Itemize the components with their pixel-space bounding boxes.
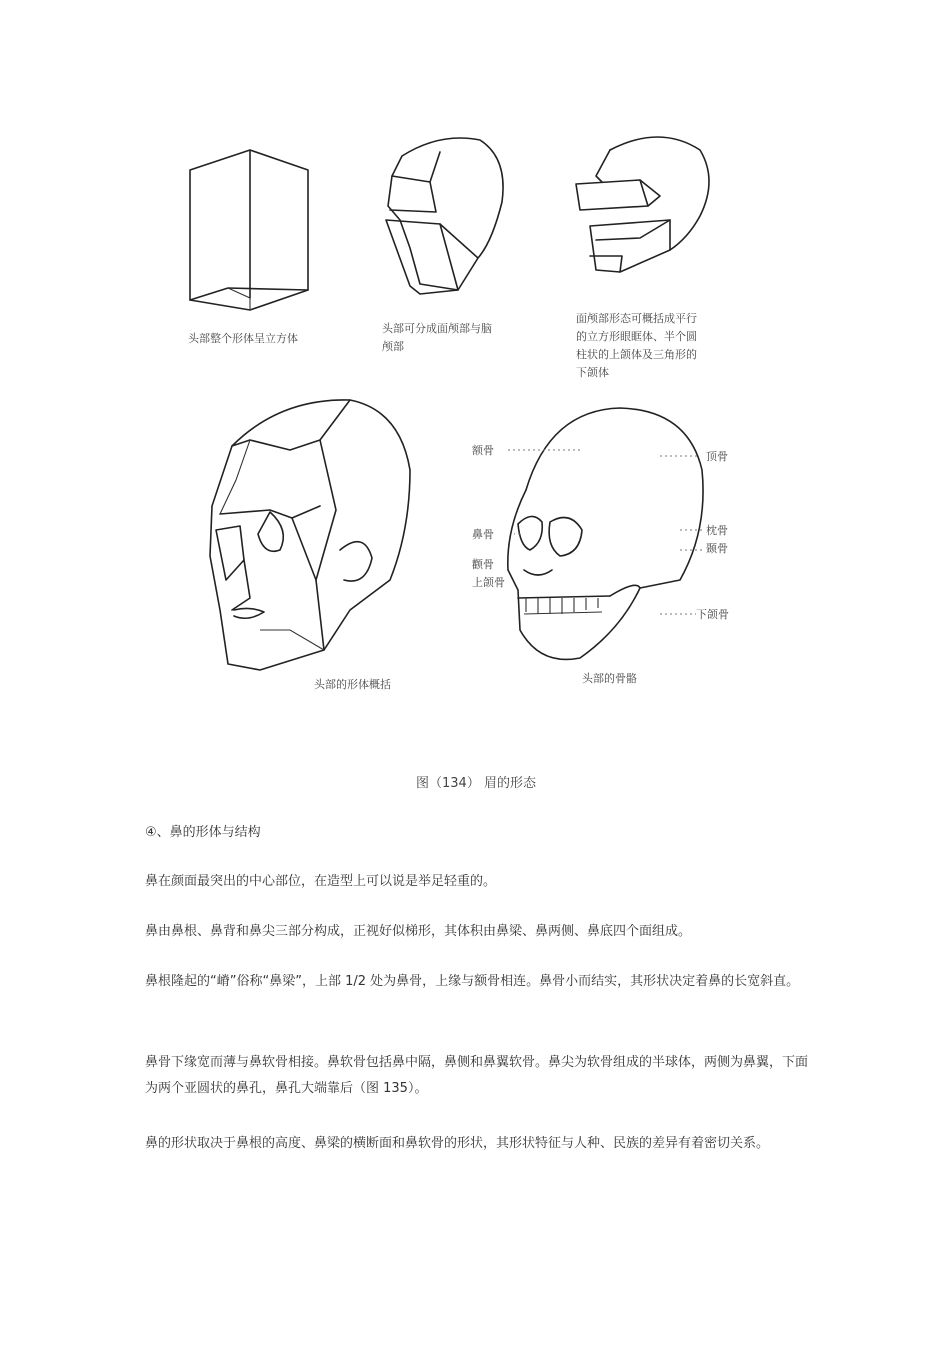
paragraph-4: 鼻骨下缘宽而薄与鼻软骨相接。鼻软骨包括鼻中隔，鼻侧和鼻翼软骨。鼻尖为软骨组成的半球体，两侧为鼻翼，下面为两个亚圆状的鼻孔，鼻孔大端靠后（图 135）。 — [145, 1055, 809, 1096]
bone-zygomatic: 颧骨 — [472, 558, 494, 571]
face-blocks-drawing — [576, 137, 709, 272]
paragraph-5: 鼻的形状取决于鼻根的高度、鼻梁的横断面和鼻软骨的形状，其形状特征与人种、民族的差异有着密切关系。 — [145, 1136, 770, 1151]
split-head-drawing — [386, 138, 503, 294]
bone-temporal: 颞骨 — [706, 542, 728, 555]
head-structure-figure — [140, 110, 760, 710]
split-label-1: 头部可分成面颅部与脑 — [382, 322, 492, 335]
paragraph-1: 鼻在颜面最突出的中心部位，在造型上可以说是举足轻重的。 — [145, 874, 497, 889]
face-label-3: 柱状的上颌体及三角形的 — [576, 348, 697, 361]
face-label-4: 下颌体 — [576, 366, 609, 379]
skull-drawing — [508, 408, 703, 659]
planar-head-drawing — [210, 400, 410, 670]
cube-drawing — [190, 150, 308, 310]
paragraph-3: 鼻根隆起的“嵴”俗称“鼻梁”，上部 1/2 处为鼻骨，上缘与额骨相连。鼻骨小而结实，其形状决定着鼻的长宽斜直。 — [145, 974, 800, 989]
cube-label: 头部整个形体呈立方体 — [188, 332, 298, 345]
paragraph-2: 鼻由鼻根、鼻背和鼻尖三部分构成，正视好似梯形，其体积由鼻梁、鼻两侧、鼻底四个面组成。 — [145, 924, 692, 939]
head-label: 头部的形体概括 — [314, 678, 391, 691]
bone-occipital: 枕骨 — [706, 524, 728, 537]
split-label-2: 颅部 — [382, 340, 404, 353]
face-label-2: 的立方形眼眶体、半个圆 — [576, 330, 697, 343]
bone-parietal: 顶骨 — [706, 450, 728, 463]
skull-label: 头部的骨骼 — [582, 672, 637, 685]
section-title: ④、鼻的形体与结构 — [145, 825, 261, 840]
bone-nasal: 鼻骨 — [472, 528, 494, 541]
bone-maxilla: 上颌骨 — [472, 576, 505, 589]
figure-caption: 图（134） 眉的形态 — [416, 776, 536, 791]
figure-drawing — [140, 110, 760, 710]
bone-mandible: 下颌骨 — [696, 608, 729, 621]
bone-frontal: 额骨 — [472, 444, 494, 457]
face-label-1: 面颅部形态可概括成平行 — [576, 312, 697, 325]
